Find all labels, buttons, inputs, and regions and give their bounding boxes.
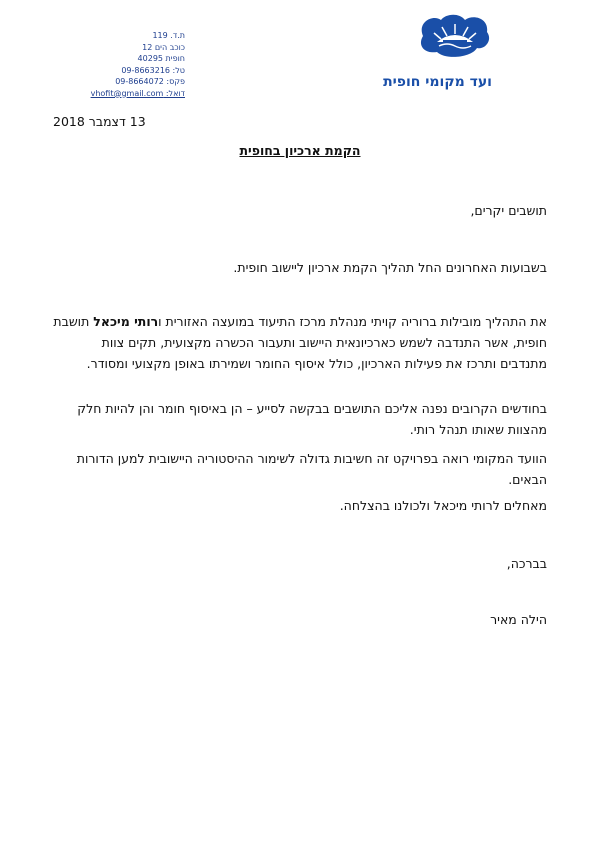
paragraph-1 (53, 257, 547, 278)
address-city: חופית 40295 (137, 54, 185, 63)
paragraph-3 (53, 398, 547, 440)
letter-title: הקמת ארכיון בחופית (239, 143, 361, 158)
address-fax: פקס: 09-8664072 (115, 77, 185, 86)
address-phone: טל: 09-8663216 (121, 65, 185, 75)
address-block (90, 30, 185, 99)
paragraph-2-bold-name: רותי מיכאל (93, 314, 159, 329)
address-street: כוכב הים 12 (142, 42, 185, 52)
paragraph-4-text: הוועד המקומי רואה בפרויקט זה חשיבות גדולה לשימור ההיסטוריה היישובית למען הדורות הבאים. (76, 451, 547, 487)
address-email: דואל: vhofit@gmail.com (90, 88, 185, 98)
paragraph-2-rest: תושבת חופית, אשר התנדבה לשמש כארכיונאית היישוב ותעבור הכשרה מקצועית, תקים צוות מתנדבים ותרכז את פעילות הארכיון, כולל איסוף החומר ושמירתו באופן מקצועי ומסודר. (53, 314, 547, 371)
closing (53, 553, 547, 574)
paragraph-4 (53, 448, 547, 490)
signature (53, 609, 547, 630)
paragraph-3-text: בחודשים הקרובים נפנה אליכם התושבים בבקשה לסייע – הן באיסוף חומר והן להיות חלק מהצוות שאותו תנהל רותי. (77, 401, 547, 437)
closing-text: בברכה, (506, 556, 547, 571)
flower-logo-icon (415, 14, 495, 60)
greeting-text: תושבים יקרים, (470, 203, 547, 218)
paragraph-5 (53, 495, 547, 516)
logo-text: ועד מקומי חופית (383, 74, 492, 90)
paragraph-2 (53, 311, 547, 374)
greeting (53, 200, 547, 221)
paragraph-2-prefix: את התהליך מובילות ברוריה קויתי מנהלת מרכז התיעוד במועצה האזורית ו (158, 314, 547, 329)
address-pobox: ת.ד. 119 (152, 31, 185, 40)
paragraph-1-text: בשבועות האחרונים החל תהליך הקמת ארכיון ליישוב חופית. (233, 260, 547, 275)
paragraph-2-text (53, 311, 547, 374)
signature-name: הילה מאיר (490, 612, 547, 627)
paragraph-5-text: מאחלים לרותי מיכאל ולכולנו בהצלחה. (339, 498, 547, 513)
letter-date: 13 דצמבר 2018 (53, 114, 146, 129)
